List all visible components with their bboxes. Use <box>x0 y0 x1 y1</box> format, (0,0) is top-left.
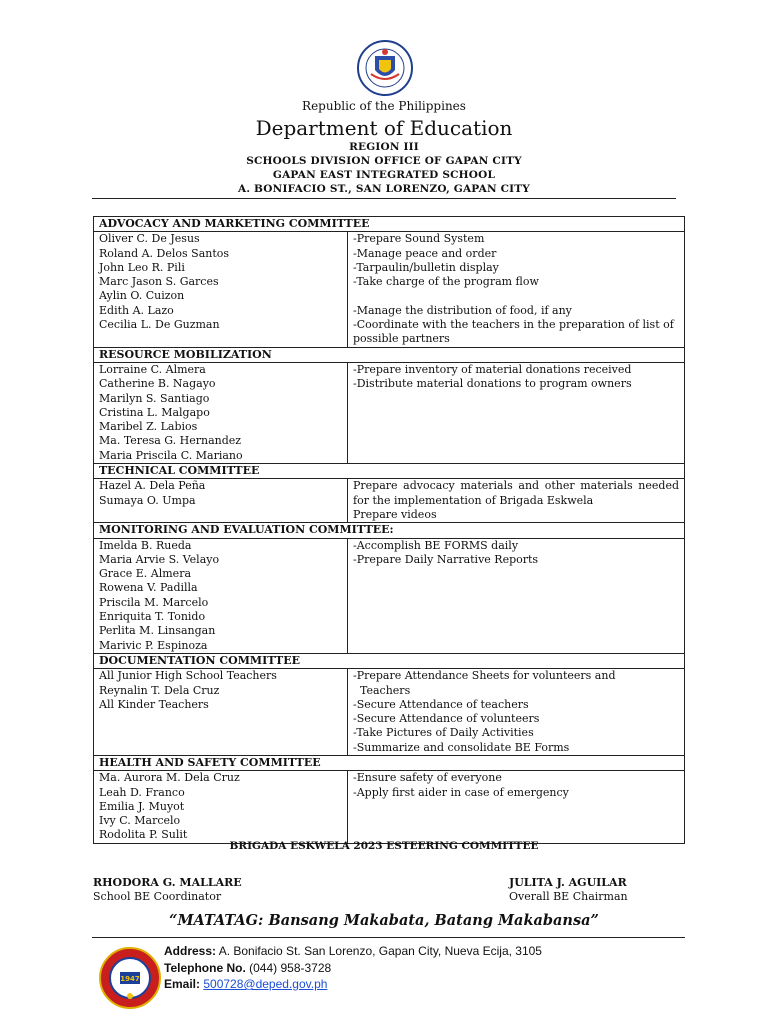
member-name: Maria Priscila C. Mariano <box>99 448 243 462</box>
task-item: -Distribute material donations to program owners <box>353 377 632 391</box>
member-name: Rowena V. Padilla <box>99 581 198 595</box>
signatory-right-name: JULITA J. AGUILAR <box>509 876 627 889</box>
committee-members <box>94 771 348 843</box>
region-line: REGION III <box>349 141 419 153</box>
address-label: Address: <box>164 944 217 958</box>
member-name: Priscila M. Marcelo <box>99 595 209 609</box>
signatory-right <box>509 876 628 904</box>
member-name: Marilyn S. Santiago <box>99 391 210 405</box>
school-logo-year: 1947 <box>120 975 140 983</box>
member-name: All Junior High School Teachers <box>99 669 277 683</box>
member-name: Ma. Teresa G. Hernandez <box>99 434 242 448</box>
member-name: Roland A. Delos Santos <box>99 246 230 260</box>
member-name: Aylin O. Cuizon <box>99 289 185 303</box>
school-line: GAPAN EAST INTEGRATED SCHOOL <box>272 169 496 181</box>
task-item: Prepare videos <box>353 507 437 521</box>
deped-seal-logo <box>335 40 435 96</box>
task-item: -Prepare inventory of material donations received <box>353 362 632 376</box>
committee-table <box>93 216 685 844</box>
task-item: -Prepare Attendance Sheets for volunteers and <box>353 669 616 683</box>
signatory-left-role: School BE Coordinator <box>93 890 222 903</box>
division-line: SCHOOLS DIVISION OFFICE OF GAPAN CITY <box>246 155 522 167</box>
member-name: Sumaya O. Umpa <box>99 493 196 507</box>
task-item: Teachers <box>353 683 411 697</box>
task-item: -Manage peace and order <box>353 246 497 260</box>
member-name: Oliver C. De Jesus <box>99 232 200 246</box>
member-name: Ma. Aurora M. Dela Cruz <box>99 771 240 785</box>
member-name: Marivic P. Espinoza <box>99 638 208 652</box>
republic-line: Republic of the Philippines <box>302 99 466 113</box>
committee-tasks <box>348 771 685 843</box>
member-name: Maria Arvie S. Velayo <box>99 552 220 566</box>
task-item: -Prepare Daily Narrative Reports <box>353 552 539 566</box>
task-item: -Ensure safety of everyone <box>353 771 502 785</box>
member-name: Grace E. Almera <box>99 567 192 581</box>
committee-tasks <box>348 362 685 463</box>
school-address-line: A. BONIFACIO ST., SAN LORENZO, GAPAN CITY <box>237 183 531 195</box>
footer-address <box>164 944 542 958</box>
committee-members <box>94 479 348 523</box>
committee-members <box>94 362 348 463</box>
committee-tasks <box>348 538 685 653</box>
committee-title: TECHNICAL COMMITTEE <box>94 464 685 479</box>
committee-title: DOCUMENTATION COMMITTEE <box>94 653 685 668</box>
signatory-right-role: Overall BE Chairman <box>509 890 628 903</box>
school-logo <box>98 946 162 1010</box>
member-name: Catherine B. Nagayo <box>99 377 216 391</box>
task-item: Prepare advocacy materials and other materials needed for the implementation of Brigada Eskwela <box>353 479 683 507</box>
footer-phone <box>164 961 331 975</box>
committee-tasks <box>348 669 685 756</box>
member-name: Marc Jason S. Garces <box>99 275 219 289</box>
task-item: -Manage the distribution of food, if any <box>353 303 572 317</box>
department-title: Department of Education <box>255 116 513 140</box>
committee-tasks <box>348 232 685 347</box>
address-value: A. Bonifacio St. San Lorenzo, Gapan City, Nueva Ecija, 3105 <box>218 944 542 958</box>
member-name: Cristina L. Malgapo <box>99 405 210 419</box>
header-divider <box>92 198 676 199</box>
task-item: -Tarpaulin/bulletin display <box>353 260 499 274</box>
member-name: Emilia J. Muyot <box>99 799 185 813</box>
task-item: -Secure Attendance of teachers <box>353 697 529 711</box>
committee-title: ADVOCACY AND MARKETING COMMITTEE <box>94 217 685 232</box>
member-name: Perlita M. Linsangan <box>99 624 216 638</box>
committee-members <box>94 538 348 653</box>
task-item: -Accomplish BE FORMS daily <box>353 538 519 552</box>
steering-committee-title: BRIGADA ESKWELA 2023 ESTEERING COMMITTEE <box>229 840 539 852</box>
committee-title: HEALTH AND SAFETY COMMITTEE <box>94 755 685 770</box>
member-name: Ivy C. Marcelo <box>99 814 181 828</box>
member-name: Imelda B. Rueda <box>99 538 192 552</box>
member-name: Enriquita T. Tonido <box>99 610 206 624</box>
member-name: Maribel Z. Labios <box>99 420 198 434</box>
task-item: -Secure Attendance of volunteers <box>353 712 540 726</box>
signatory-left <box>93 876 242 904</box>
task-item: -Apply first aider in case of emergency <box>353 785 569 799</box>
email-link[interactable]: 500728@deped.gov.ph <box>203 977 328 991</box>
task-item: -Coordinate with the teachers in the preparation of list of possible partners <box>353 318 678 346</box>
task-item: -Summarize and consolidate BE Forms <box>353 740 570 754</box>
committee-members <box>94 232 348 347</box>
member-name: Rodolita P. Sulit <box>99 828 188 842</box>
motto: “MATATAG: Bansang Makabata, Batang Makabansa” <box>169 912 599 929</box>
committee-members <box>94 669 348 756</box>
footer-email <box>164 977 327 991</box>
member-name: All Kinder Teachers <box>99 697 209 711</box>
member-name: Lorraine C. Almera <box>99 362 206 376</box>
committee-title: RESOURCE MOBILIZATION <box>94 347 685 362</box>
email-label: Email: <box>164 977 201 991</box>
phone-value: (044) 958-3728 <box>249 961 332 975</box>
member-name: Reynalin T. Dela Cruz <box>99 683 220 697</box>
task-item: -Take Pictures of Daily Activities <box>353 726 534 740</box>
phone-label: Telephone No. <box>164 961 246 975</box>
member-name: John Leo R. Pili <box>99 260 185 274</box>
committee-title: MONITORING AND EVALUATION COMMITTEE: <box>94 523 685 538</box>
member-name: Edith A. Lazo <box>99 303 174 317</box>
committee-tasks <box>348 479 685 523</box>
task-item: -Prepare Sound System <box>353 232 485 246</box>
member-name: Cecilia L. De Guzman <box>99 318 220 332</box>
member-name: Leah D. Franco <box>99 785 185 799</box>
member-name: Hazel A. Dela Peña <box>99 479 206 493</box>
signatory-left-name: RHODORA G. MALLARE <box>93 876 242 889</box>
task-item: -Take charge of the program flow <box>353 275 539 289</box>
footer-divider <box>92 937 685 938</box>
